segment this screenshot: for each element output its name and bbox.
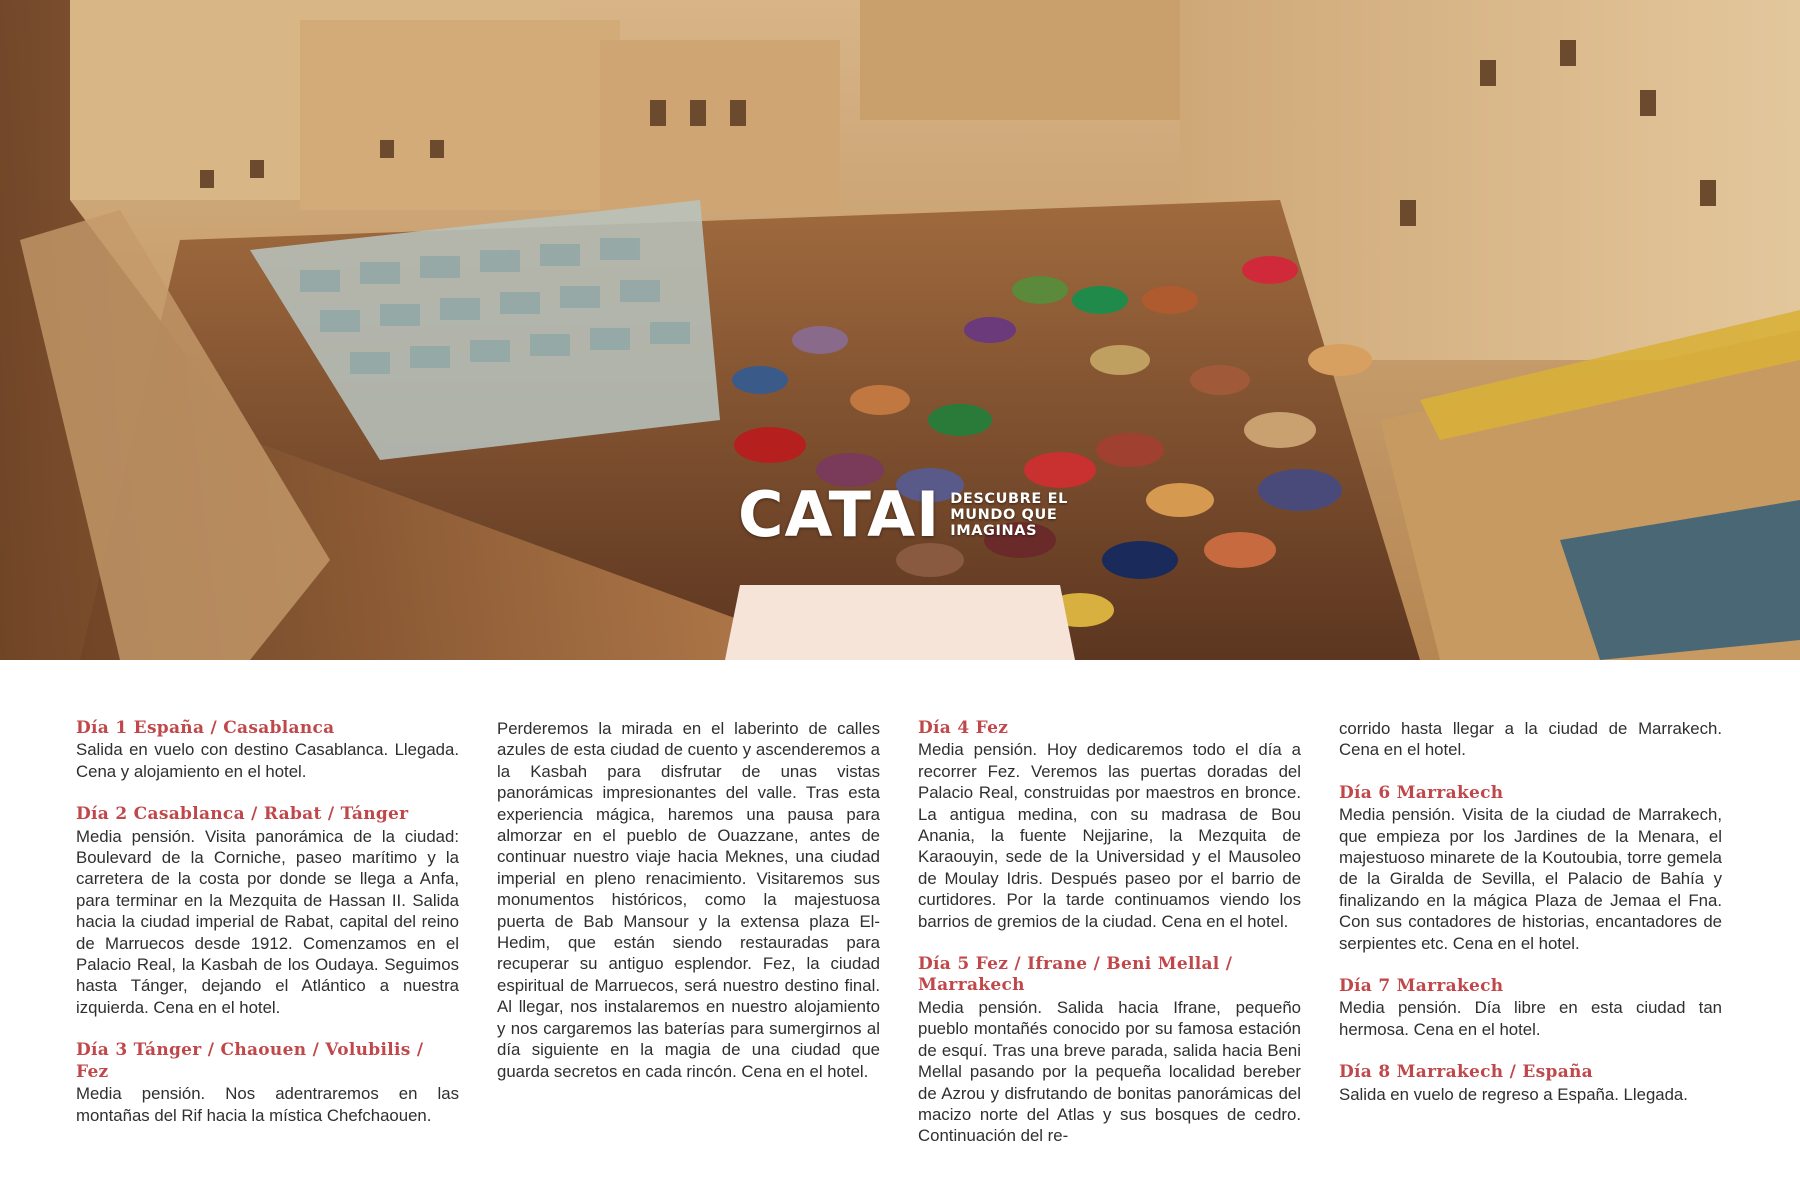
- day-title: Día 7 Marrakech: [1339, 976, 1504, 997]
- day-7: [1339, 976, 1722, 1040]
- day-description: Media pensión. Visita de la ciudad de Marrakech, que empieza por los Jardines de la Menara, el majestuoso minarete de la Koutoubia, torre gemela de la Giralda de Sevilla, el Palacio de Bahía y finalizando en la mágica Plaza de Jemaa el Fna. Con sus contadores de historias, encantadores de serpientes etc. Cena en el hotel.: [1339, 805, 1722, 953]
- column-2: [497, 718, 880, 1169]
- day-description: Media pensión. Nos adentraremos en las montañas del Rif hacia la mística Chefchaouen.: [76, 1084, 459, 1125]
- day-2: [76, 804, 459, 1018]
- tab-shape: [725, 585, 1075, 660]
- day-5: [918, 954, 1301, 1147]
- day-description: Media pensión. Visita panorámica de la ciudad: Boulevard de la Corniche, paseo marítimo y la carretera de la costa por donde se llega a Anfa, para terminar en la Mezquita de Hassan II. Salida hacia la ciudad imperial de Rabat, capital del reino de Marruecos desde 1912. Comenzamos en el Palacio Real, la Kasbah de los Oudaya. Seguimos hasta Tánger, dejando el Atlántico a nuestra izquierda. Cena en el hotel.: [76, 826, 459, 1017]
- day-title: Día 6 Marrakech: [1339, 782, 1504, 803]
- day-description: Salida en vuelo de regreso a España. Llegada.: [1339, 1084, 1688, 1104]
- column-1: [76, 718, 459, 1169]
- day-title: Día 8 Marrakech / España: [1339, 1062, 1593, 1083]
- logo-tagline: [950, 491, 1068, 539]
- tagline-line-2: MUNDO QUE: [950, 507, 1058, 523]
- day-6: [1339, 783, 1722, 954]
- tagline-line-3: IMAGINAS: [950, 523, 1038, 539]
- tagline-line-1: DESCUBRE EL: [950, 491, 1068, 507]
- day-description: Salida en vuelo con destino Casablanca. Llegada. Cena y alojamiento en el hotel.: [76, 740, 459, 781]
- column-3: [918, 718, 1301, 1169]
- day-3-continuation: Perderemos la mirada en el laberinto de calles azules de esta ciudad de cuento y ascenderemos a la Kasbah para disfrutar de unas vistas panorámicas impresionantes del valle. Tras esta experiencia mágica, haremos una pausa para almorzar en el pueblo de Ouazzane, antes de continuar nuestro viaje hacia Meknes, una ciudad imperial en pleno renacimiento. Visitaremos sus monumentos históricos, como la majestuosa puerta de Bab Mansour y la extensa plaza El-Hedim, que están siendo restauradas para recuperar su antiguo esplendor. Fez, la ciudad espiritual de Marruecos, será nuestro destino final. Al llegar, nos instalaremos en nuestro alojamiento y nos cargaremos las baterías para sumergirnos al día siguiente en la magia de una ciudad que guarda secretos en cada rincón. Cena en el hotel.: [497, 719, 880, 1081]
- day-1: [76, 718, 459, 782]
- day-description: Media pensión. Hoy dedicaremos todo el día a recorrer Fez. Veremos las puertas doradas del Palacio Real, construidas por maestros en bronce. La antigua medina, con su madrasa de Bou Anania, la fuente Nejjarine, la Mezquita de Karaouyin, sede de la Universidad y el Mausoleo de Moulay Idris. Después paseo por el barrio de curtidores. Por la tarde continuamos viendo los barrios de gremios de la ciudad. Cena en el hotel.: [918, 740, 1301, 931]
- day-title: Día 5 Fez / Ifrane / Beni Mellal / Marrakech: [918, 954, 1233, 996]
- day-description: Media pensión. Salida hacia Ifrane, pequeño pueblo montañés conocido por su famosa estación de esquí. Tras una breve parada, salida hacia Beni Mellal pasando por la pequeña localidad bereber de Azrou y disfrutando de bonitas panorámicas del macizo norte del Atlas y sus bosques de cedro. Continuación del re-: [918, 997, 1301, 1146]
- day-5-continuation: corrido hasta llegar a la ciudad de Marrakech. Cena en el hotel.: [1339, 719, 1722, 760]
- day-title: Día 1 España / Casablanca: [76, 718, 335, 738]
- day-title: Día 4 Fez: [918, 718, 1009, 738]
- logo-wordmark: CATAI: [738, 478, 941, 551]
- column-4: [1339, 718, 1722, 1169]
- day-title: Día 3 Tánger / Chaouen / Volubilis / Fez: [76, 1040, 424, 1082]
- catai-logo: [738, 478, 1068, 551]
- day-title: Día 2 Casablanca / Rabat / Tánger: [76, 804, 409, 825]
- day-4: [918, 718, 1301, 932]
- day-description: Media pensión. Día libre en esta ciudad tan hermosa. Cena en el hotel.: [1339, 998, 1722, 1039]
- itinerary-columns: [76, 718, 1726, 1158]
- day-8: [1339, 1062, 1722, 1105]
- day-3: [76, 1040, 459, 1126]
